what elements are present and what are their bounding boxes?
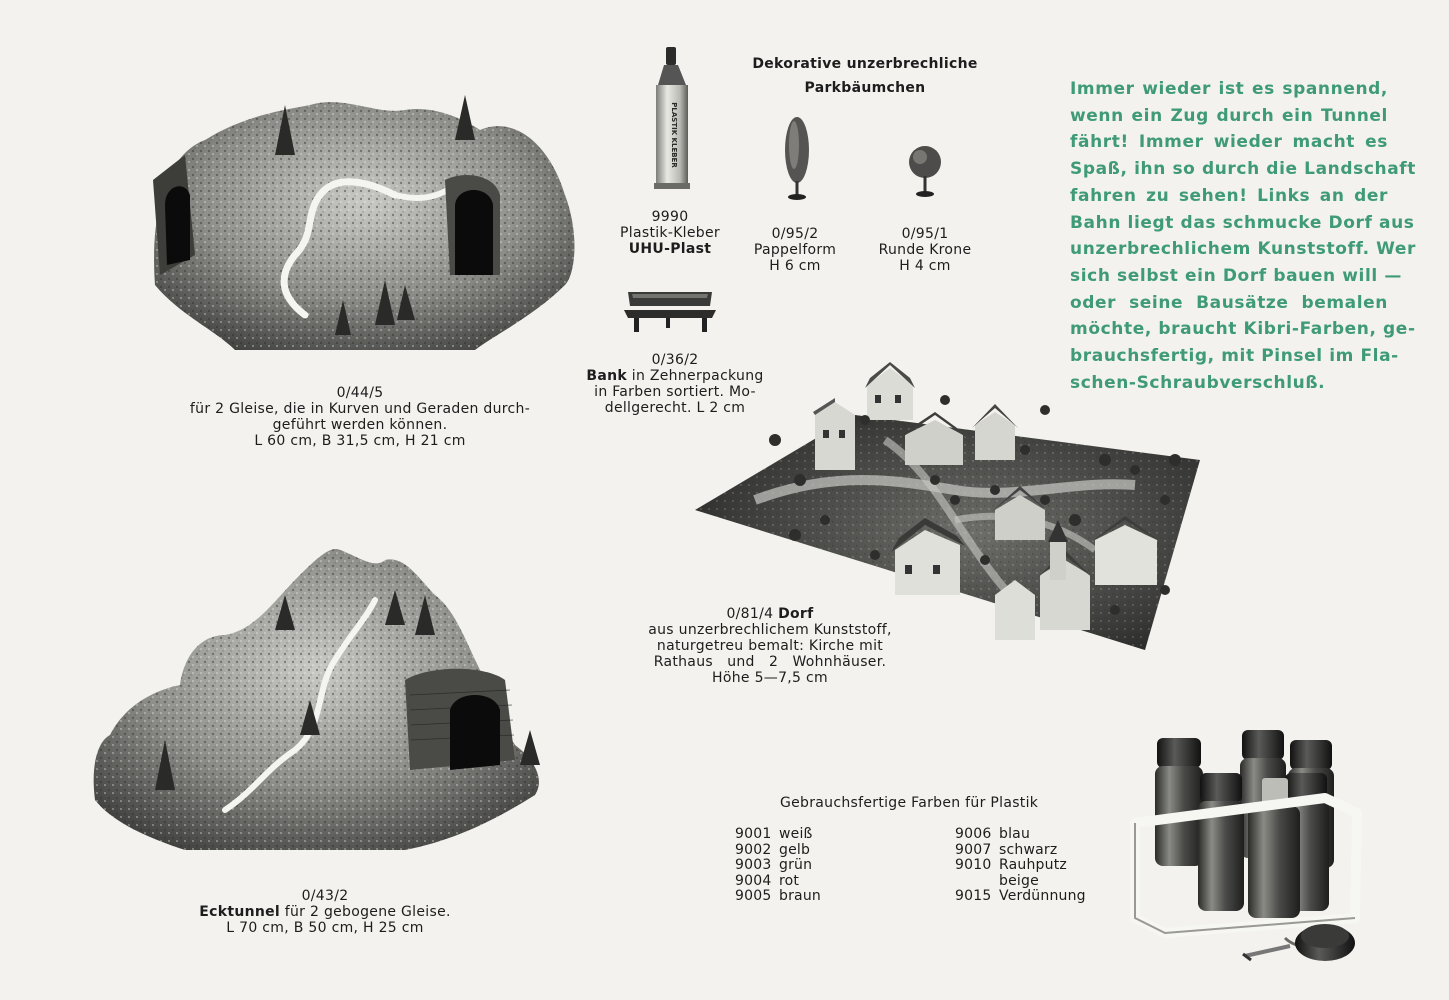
- paint-name: weiß: [779, 826, 813, 842]
- paint-row: [735, 889, 821, 905]
- trees-heading-line-1: Dekorative unzerbrechliche: [752, 56, 978, 72]
- promo-line-11: brauchsfertig, mit Pinsel im Fla-: [1070, 346, 1399, 367]
- round-tree-size: H 4 cm: [899, 258, 951, 274]
- promo-line-3: fährt! Immer wieder macht es: [1070, 132, 1388, 153]
- trees-heading: [745, 52, 985, 100]
- round-tree-image: [905, 142, 945, 202]
- tunnel-corner-desc: für 2 gebogene Gleise.: [280, 904, 451, 920]
- round-tree-name: Runde Krone: [878, 242, 972, 258]
- trees-heading-line-2: Parkbäumchen: [804, 80, 926, 96]
- paint-name: schwarz: [999, 841, 1058, 858]
- bench-desc-1: in Zehnerpackung: [627, 368, 764, 384]
- paint-name: Verdünnung: [999, 888, 1086, 904]
- poplar-tree-image: [780, 115, 814, 203]
- paint-name: beige: [999, 872, 1039, 889]
- paint-row: [955, 889, 1086, 905]
- promo-line-12: schen-Schraubverschluß.: [1070, 372, 1326, 393]
- promo-line-1: Immer wieder ist es spannend,: [1070, 79, 1388, 99]
- tunnel-corner-code: 0/43/2: [301, 888, 349, 904]
- tunnel-corner-image: [75, 540, 565, 855]
- paint-number: 9004: [735, 872, 772, 889]
- tunnel-straight-desc-2: geführt werden können.: [272, 417, 448, 433]
- bench-desc-2: in Farben sortiert. Mo-: [594, 384, 756, 400]
- round-tree-code: 0/95/1: [901, 226, 949, 242]
- promo-line-8: sich selbst ein Dorf bauen will —: [1070, 265, 1402, 286]
- promo-line-4: Spaß, ihn so durch die Landschaft: [1070, 159, 1417, 180]
- promo-line-6: Bahn liegt das schmucke Dorf aus: [1070, 212, 1415, 233]
- paint-name: Rauhputz: [999, 857, 1067, 873]
- paint-row: [735, 858, 821, 874]
- promo-text: [1070, 76, 1417, 396]
- tunnel-straight-code: 0/44/5: [336, 385, 384, 401]
- glue-code: 9990: [651, 209, 689, 225]
- promo-line-7: unzerbrechlichem Kunststoff. Wer: [1070, 239, 1417, 260]
- paint-name: blau: [999, 826, 1031, 842]
- tunnel-straight-caption: [135, 385, 585, 449]
- poplar-size: H 6 cm: [769, 258, 821, 274]
- paint-row: [735, 827, 821, 843]
- tunnel-corner-caption: [150, 888, 500, 936]
- paint-number: 9015: [955, 888, 992, 904]
- paint-name: rot: [779, 872, 800, 889]
- promo-line-9: oder seine Bausätze bemalen: [1070, 292, 1388, 313]
- paint-row: [955, 843, 1086, 859]
- village-desc-3: Rathaus und 2 Wohnhäuser.: [653, 654, 887, 670]
- village-caption: [635, 606, 905, 686]
- tunnel-straight-desc-1: für 2 Gleise, die in Kurven und Geraden durch-: [189, 401, 531, 417]
- promo-line-5: fahren zu sehen! Links an der: [1070, 185, 1388, 206]
- paint-number: 9003: [735, 857, 772, 873]
- bench-desc-3: dellgerecht. L 2 cm: [604, 400, 746, 416]
- paint-row: [735, 843, 821, 859]
- bench-name: Bank: [586, 368, 628, 384]
- village-code: 0/81/4: [726, 606, 774, 622]
- village-name: Dorf: [778, 606, 814, 622]
- paints-list-right: [955, 827, 1086, 905]
- paints-list-left: [735, 827, 821, 905]
- promo-line-2: wenn ein Zug durch ein Tunnel: [1070, 105, 1388, 126]
- tunnel-straight-image: [135, 85, 585, 355]
- paint-number: 9010: [955, 857, 992, 873]
- tunnel-corner-dims: L 70 cm, B 50 cm, H 25 cm: [226, 920, 424, 936]
- glue-tube-image: [648, 45, 696, 193]
- glue-brand: UHU-Plast: [628, 241, 712, 257]
- paint-row: [955, 827, 1086, 843]
- poplar-code: 0/95/2: [771, 226, 819, 242]
- paint-bottles-image: [1125, 728, 1370, 983]
- promo-line-10: möchte, braucht Kibri-Farben, ge-: [1070, 319, 1416, 340]
- paint-number: 9005: [735, 888, 772, 904]
- tunnel-corner-name: Ecktunnel: [199, 904, 281, 920]
- paint-name: gelb: [779, 841, 811, 858]
- paint-number: 9007: [955, 841, 992, 858]
- village-desc-2: naturgetreu bemalt: Kirche mit: [656, 638, 884, 654]
- paint-row: [955, 858, 1086, 874]
- glue-name: Plastik-Kleber: [620, 225, 720, 241]
- paint-number: 9002: [735, 841, 772, 858]
- glue-tube-label: PLASTIK KLEBER: [670, 102, 678, 168]
- bench-image: [620, 288, 720, 336]
- paint-name: grün: [779, 857, 813, 873]
- village-desc-1: aus unzerbrechlichem Kunststoff,: [648, 622, 892, 638]
- paint-row: [735, 874, 821, 890]
- poplar-caption: [735, 226, 855, 274]
- paint-row: [955, 874, 1086, 890]
- paint-name: braun: [779, 888, 821, 904]
- paints-heading: Gebrauchsfertige Farben für Plastik: [780, 795, 1039, 811]
- paint-number: 9001: [735, 826, 772, 842]
- poplar-name: Pappelform: [753, 242, 837, 258]
- village-height: Höhe 5—7,5 cm: [712, 670, 828, 686]
- bench-code: 0/36/2: [651, 352, 699, 368]
- round-tree-caption: [865, 226, 985, 274]
- tunnel-straight-dims: L 60 cm, B 31,5 cm, H 21 cm: [254, 433, 466, 449]
- glue-caption: [590, 209, 750, 257]
- paint-number: 9006: [955, 826, 992, 842]
- paint-number: [955, 874, 999, 890]
